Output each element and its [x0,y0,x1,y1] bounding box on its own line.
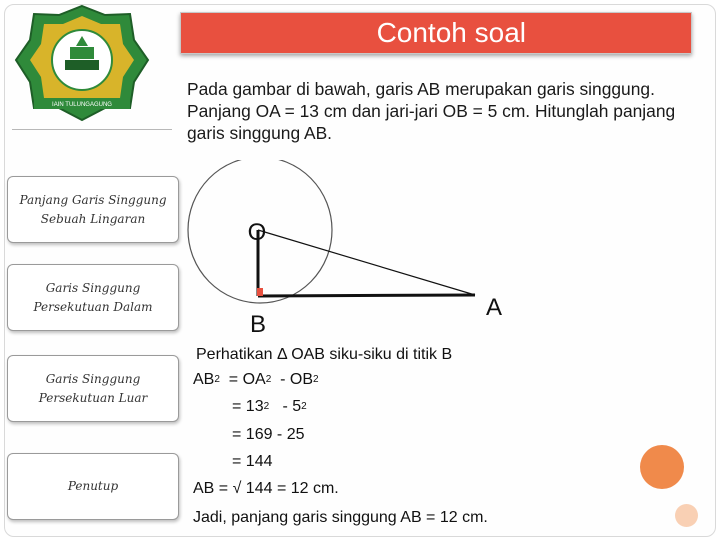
tangent-ab [258,295,475,296]
solution-line-3: = 169 - 25 [232,426,305,443]
nav-button-label: Penutup [67,479,119,493]
solution-line-1 [193,371,319,389]
exponent: 2 [313,374,319,385]
solution-l2-b: - 5 [282,398,302,415]
decorative-circle-large [640,445,684,489]
solution-line-4: = 144 [232,453,273,470]
solution-intro: Perhatikan Δ OAB siku-siku di titik B [196,346,453,363]
logo-divider [12,129,172,130]
exponent: 2 [265,374,272,385]
slide-title: Contoh soal [376,17,526,48]
label-b: B [249,311,267,338]
nav-button-penutup[interactable] [7,453,179,520]
institution-logo [12,2,152,124]
nav-button-panjang-garis-singgung[interactable] [7,176,179,243]
nav-button-label: Panjang Garis Singgung Sebuah Lingaran [19,192,167,226]
solution-l2-a: = 13 [232,398,264,415]
solution-l1-lhs: AB [193,371,215,388]
right-angle-marker [257,288,263,296]
exponent: 2 [301,401,307,412]
tangent-figure [180,160,520,340]
label-a: A [485,294,503,321]
title-bar [180,12,692,54]
problem-text: Pada gambar di bawah, garis AB merupakan garis singgung. Panjang OA = 13 cm dan jari-jari OB = 5 cm. Hitunglah panjang garis singgung AB. [187,79,676,143]
exponent: 2 [263,401,270,412]
solution-line-5: AB = √ 144 = 12 cm. [193,480,339,497]
nav-button-persekutuan-dalam[interactable] [7,264,179,331]
decorative-circle-small [675,504,698,527]
solution-conclusion: Jadi, panjang garis singgung AB = 12 cm. [193,509,488,526]
solution-l1-rhs-b: - OB [280,371,314,388]
label-o: O [247,219,267,246]
solution-l1-rhs-a: = OA [228,371,266,388]
segment-oa [258,230,475,295]
solution-line-2 [232,398,307,416]
nav-button-label: Garis Singgung Persekutuan Dalam [33,280,153,314]
exponent: 2 [214,374,220,385]
nav-button-label: Garis Singgung Persekutuan Luar [38,371,148,405]
svg-text:IAIN TULUNGAGUNG: IAIN TULUNGAGUNG [52,102,112,108]
nav-button-persekutuan-luar[interactable] [7,355,179,422]
